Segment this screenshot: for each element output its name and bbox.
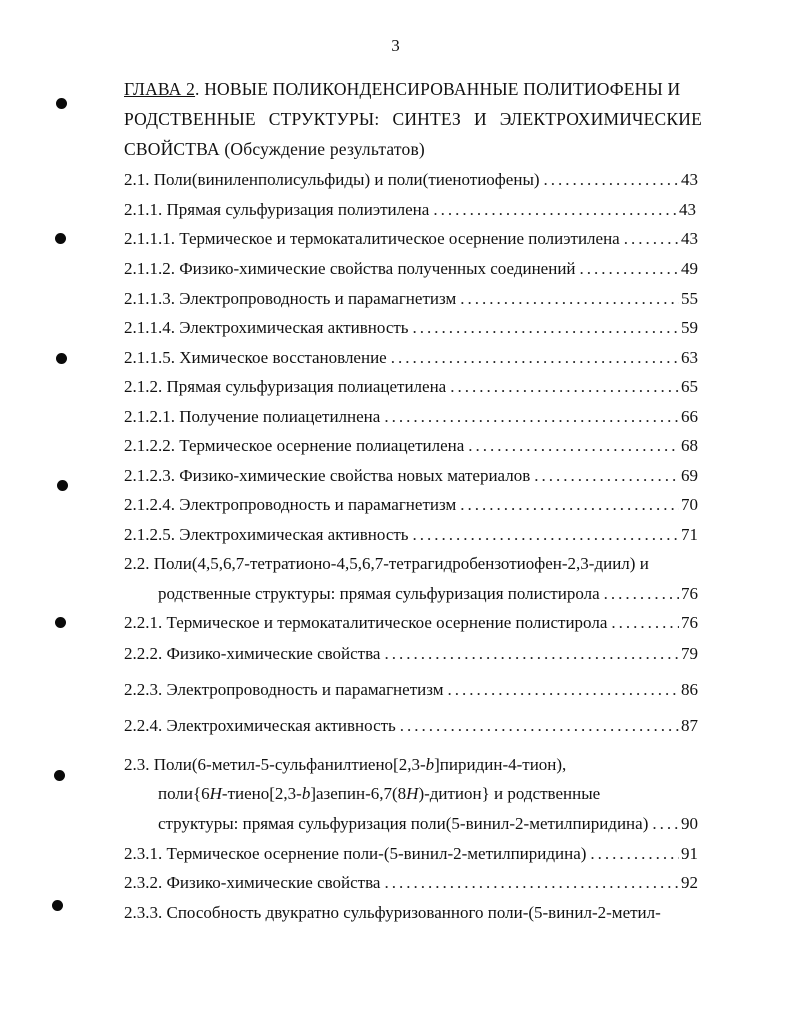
toc-entry-2-3-line-2: поли{6H-тиено[2,3-b]азепин-6,7(8H)-дитион} и родственные [158, 784, 601, 803]
toc-title: Термическое и термокаталитическое осернение полистирола [166, 613, 608, 632]
toc-entry-2-3-line-3 [158, 813, 698, 835]
toc-page: 49 [681, 259, 698, 278]
toc-page: 63 [681, 348, 698, 367]
toc-entry [124, 679, 698, 701]
toc-page: 87 [681, 716, 698, 735]
toc-number: 2.1.1.5. [124, 348, 175, 367]
toc-number: 2.2.4. [124, 716, 163, 735]
toc-page: 71 [681, 525, 698, 544]
toc-entry [124, 199, 696, 221]
toc-page: 76 [681, 584, 698, 603]
toc-entry [124, 317, 698, 339]
page-number: 3 [391, 36, 400, 55]
binding-hole-icon [57, 480, 68, 491]
toc-title: Электрохимическая активность [179, 318, 409, 337]
toc-entry [124, 643, 698, 665]
toc-number: 2.1.2. [124, 377, 163, 396]
toc-number: 2.1.1.1. [124, 229, 175, 248]
binding-hole-icon [56, 353, 67, 364]
toc-entry [124, 465, 698, 487]
toc-entry [124, 258, 698, 280]
toc-entry [124, 715, 698, 737]
toc-page: 76 [681, 613, 698, 632]
toc-entry [124, 435, 698, 457]
toc-entry [124, 524, 698, 546]
toc-entry [124, 169, 698, 191]
toc-entry [124, 406, 698, 428]
toc-page: 43 [679, 200, 696, 219]
toc-number: 2.1.2.2. [124, 436, 175, 455]
toc-title: родственные структуры: прямая сульфуризация полистирола [158, 584, 600, 603]
toc-entry [124, 347, 698, 369]
chapter-title-line-2 [124, 104, 702, 134]
toc-number: 2.1.1.4. [124, 318, 175, 337]
chapter-word: РОДСТВЕННЫЕ [124, 109, 256, 129]
chapter-title-part-1: . НОВЫЕ ПОЛИКОНДЕНСИРОВАННЫЕ ПОЛИТИОФЕНЫ И [195, 79, 681, 99]
binding-hole-icon [56, 98, 67, 109]
toc-title: Поли(виниленполисульфиды) и поли(тиенотиофены) [153, 170, 540, 189]
toc-page: 59 [681, 318, 698, 337]
toc-title: Химическое восстановление [179, 348, 387, 367]
toc-title: Прямая сульфуризация полиэтилена [166, 200, 430, 219]
toc-title: Получение полиацетилнена [179, 407, 381, 426]
toc-page: 43 [681, 229, 698, 248]
toc-number: 2.1.1.2. [124, 259, 175, 278]
toc-entry-2-3-3: 2.3.3. Способность двукратно сульфуризованного поли-(5-винил-2-метил- [124, 903, 661, 922]
chapter-word: СИНТЕЗ [392, 109, 461, 129]
toc-number: 2.1.1.3. [124, 289, 175, 308]
chapter-word: СТРУКТУРЫ: [268, 109, 380, 129]
toc-entry-2-2-line-1: 2.2. Поли(4,5,6,7-тетратионо-4,5,6,7-тетрагидробензотиофен-2,3-диил) и [124, 554, 649, 573]
toc-number: 2.1.2.3. [124, 466, 175, 485]
chapter-label: ГЛАВА 2 [124, 79, 196, 99]
toc-page: 79 [681, 644, 698, 663]
toc-title: Физико-химические свойства [166, 873, 381, 892]
toc-entry [124, 376, 698, 398]
toc-number: 2.3.2. [124, 873, 163, 892]
toc-title: структуры: прямая сульфуризация поли(5-винил-2-метилпиридина) [158, 814, 649, 833]
toc-entry [124, 288, 698, 310]
toc-page: 65 [681, 377, 698, 396]
toc-page: 90 [681, 814, 698, 833]
toc-page: 55 [681, 289, 698, 308]
toc-title: Термическое и термокаталитическое осернение полиэтилена [179, 229, 620, 248]
toc-number: 2.2.1. [124, 613, 163, 632]
toc-title: Электропроводность и парамагнетизм [179, 289, 457, 308]
toc-page: 66 [681, 407, 698, 426]
binding-hole-icon [54, 770, 65, 781]
toc-title: Физико-химические свойства новых материалов [179, 466, 531, 485]
toc-number: 2.2.3. [124, 680, 163, 699]
toc-entry [124, 612, 698, 634]
toc-page: 70 [681, 495, 698, 514]
toc-entry-2-3-line-1: 2.3. Поли(6-метил-5-сульфанилтиено[2,3-b]пиридин-4-тион), [124, 755, 567, 774]
binding-hole-icon [55, 617, 66, 628]
toc-number: 2.3.1. [124, 844, 163, 863]
toc-page: 43 [681, 170, 698, 189]
chapter-title-line-1 [124, 74, 702, 104]
toc-number: 2.1. [124, 170, 150, 189]
binding-hole-icon [55, 233, 66, 244]
toc-number: 2.1.1. [124, 200, 163, 219]
toc-title: Физико-химические свойства полученных соединений [179, 259, 576, 278]
toc-entry [124, 843, 698, 865]
toc-number: 2.1.2.4. [124, 495, 175, 514]
chapter-heading [124, 74, 702, 164]
toc-number: 2.1.2.5. [124, 525, 175, 544]
chapter-word: И [473, 109, 487, 129]
chapter-word: ЭЛЕКТРОХИМИЧЕСКИЕ [499, 109, 702, 129]
toc-number: 2.2.2. [124, 644, 163, 663]
toc-title: Электрохимическая активность [179, 525, 409, 544]
toc-title: Электрохимическая активность [166, 716, 396, 735]
toc-page: 68 [681, 436, 698, 455]
toc-title: Термическое осернение полиацетилена [179, 436, 465, 455]
toc-title: Физико-химические свойства [166, 644, 381, 663]
toc-title: Электропроводность и парамагнетизм [179, 495, 457, 514]
binding-hole-icon [52, 900, 63, 911]
toc-title: Термическое осернение поли-(5-винил-2-метилпиридина) [166, 844, 587, 863]
toc-page: 92 [681, 873, 698, 892]
toc-page: 86 [681, 680, 698, 699]
toc-title: Электропроводность и парамагнетизм [166, 680, 444, 699]
chapter-title-line-3: СВОЙСТВА (Обсуждение результатов) [124, 139, 425, 159]
toc-page: 91 [681, 844, 698, 863]
toc-number: 2.1.2.1. [124, 407, 175, 426]
toc-entry [124, 872, 698, 894]
toc-entry [124, 494, 698, 516]
toc-page: 69 [681, 466, 698, 485]
toc-title: Прямая сульфуризация полиацетилена [166, 377, 447, 396]
toc-entry [124, 228, 698, 250]
toc-entry-2-2-line-2 [158, 583, 698, 605]
